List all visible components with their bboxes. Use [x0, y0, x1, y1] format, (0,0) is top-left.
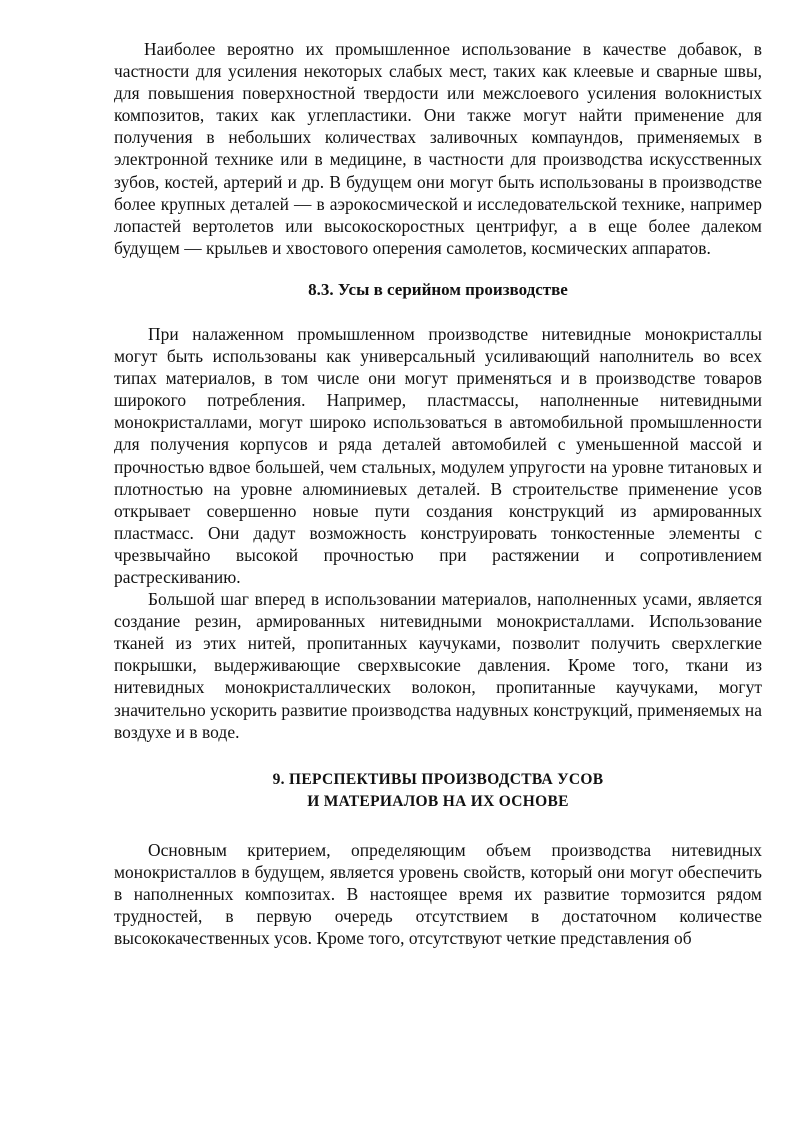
chapter-9-heading-line-1: 9. ПЕРСПЕКТИВЫ ПРОИЗВОДСТВА УСОВ	[272, 770, 604, 788]
section-heading-8-3: 8.3. Усы в серийном производстве	[308, 279, 568, 299]
book-page	[114, 38, 762, 949]
chapter-9-heading-line-2: И МАТЕРИАЛОВ НА ИХ ОСНОВЕ	[307, 792, 569, 810]
intro-paragraph: Наиболее вероятно их промышленное использование в качестве добавок, в частности для усиления некоторых слабых мест, таких как клеевые и сварные швы, для повышения поверхностной твердости или межслоевого усиления волокнистых композитов, таких как углепластики. Они также могут найти применение для получения в небольших количествах заливочных компаундов, применяемых в электронной технике или в медицине, в частности для производства искусственных зубов, костей, артерий и др. В будущем они могут быть использованы в производстве более крупных деталей — в аэрокосмической и исследовательской технике, например лопастей вертолетов или высокоскоростных центрифуг, а в еще более далеком будущем — крыльев и хвостового оперения самолетов, космических аппаратов.	[114, 39, 762, 258]
section-8-3-paragraph-1: При налаженном промышленном производстве нитевидные монокристаллы могут быть использованы как универсальный усиливающий наполнитель во всех типах материалов, в том числе они могут применяться и в производстве товаров широкого потребления. Например, пластмассы, наполненные нитевидными монокристаллами, могут широко использоваться в автомобильной промышленности для получения корпусов и ряда деталей автомобилей с уменьшенной массой и прочностью вдвое большей, чем стальных, модулем упругости на уровне титановых и плотностью на уровне алюминиевых деталей. В строительстве применение усов открывает совершенно новые пути создания конструкций из армированных пластмасс. Они дадут возможность конструировать тонкостенные элементы с чрезвычайно высокой прочностью при растяжении и сопротивлением растрескиванию.	[114, 323, 762, 587]
chapter-9-heading	[114, 769, 762, 813]
section-8-3-paragraph-2: Большой шаг вперед в использовании материалов, наполненных усами, является создание резин, армированных нитевидными монокристаллами. Использование тканей из этих нитей, пропитанных каучуками, позволит получить сверхлегкие покрышки, выдерживающие сверхвысокие давления. Кроме того, ткани из нитевидных монокристаллических волокон, пропитанные каучуками, могут значительно ускорить развитие производства надувных конструкций, применяемых на воздухе и в воде.	[114, 589, 762, 742]
chapter-9-paragraph-1: Основным критерием, определяющим объем производства нитевидных монокристаллов в будущем, является уровень свойств, который они могут обеспечить в наполненных композитах. В настоящее время их развитие тормозится рядом трудностей, в первую очередь отсутствием в достаточном количестве высококачественных усов. Кроме того, отсутствуют четкие представления об	[114, 839, 762, 949]
